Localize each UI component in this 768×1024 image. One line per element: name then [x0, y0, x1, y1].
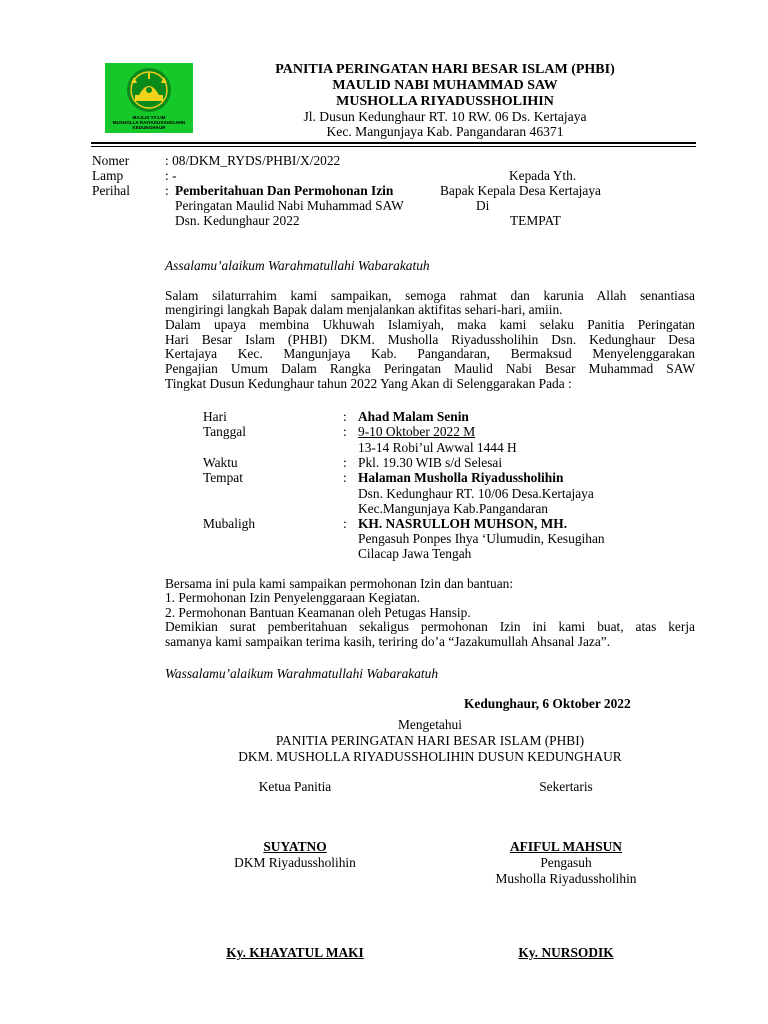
event-tempat-line3: Kec.Mangunjaya Kab.Pangandaran: [358, 501, 548, 516]
body-p2-line2: Hari Besar Islam (PHBI) DKM. Musholla Riyadussholihin Dsn. Kedunghaur Desa: [165, 332, 695, 347]
signature-right-role: Sekertaris: [539, 779, 593, 794]
header-line3: MUSHOLLA RIYADUSSHOLIHIN: [336, 94, 554, 109]
request-intro: Bersama ini pula kami sampaikan permohonan Izin dan bantuan:: [165, 576, 514, 591]
body-p2-line4: Pengajian Umum Dalam Rangka Peringatan Maulid Nabi Besar Muhammad SAW: [165, 361, 695, 376]
signature-right-title2: Musholla Riyadussholihin: [495, 871, 637, 886]
perihal-colon: :: [165, 183, 169, 198]
header-line1: PANITIA PERINGATAN HARI BESAR ISLAM (PHBI): [275, 62, 615, 77]
nomor-label: Nomer: [92, 153, 130, 168]
header-divider-thick: [91, 142, 696, 144]
event-tempat-line2: Dsn. Kedunghaur RT. 10/06 Desa.Kertajaya: [358, 486, 594, 501]
opening-greeting: Assalamu’alaikum Warahmatullahi Wabarakatuh: [165, 258, 430, 273]
signature-left-title: DKM Riyadussholihin: [234, 855, 356, 870]
body-p2-line1: Dalam upaya membina Ukhuwah Islamiyah, maka kami selaku Panitia Peringatan: [165, 317, 695, 332]
perihal-value: Pemberitahuan Dan Permohonan Izin: [175, 183, 394, 198]
request-item-1: 1. Permohonan Izin Penyelenggaraan Kegiatan.: [165, 590, 421, 605]
event-mubaligh-line2: Pengasuh Ponpes Ihya ‘Ulumudin, Kesugihan: [358, 531, 605, 546]
event-mubaligh-line3: Cilacap Jawa Tengah: [358, 546, 472, 561]
body-p1-line2: mengiringi langkah Bapak dalam menjalankan aktifitas sehari-hari, amiin.: [165, 302, 563, 317]
event-mubaligh-value: KH. NASRULLOH MUHSON, MH.: [358, 516, 568, 531]
event-tanggal-hijri: 13-14 Robi’ul Awwal 1444 H: [358, 440, 517, 455]
event-waktu-colon: :: [343, 455, 347, 470]
nomor-value: : 08/DKM_RYDS/PHBI/X/2022: [165, 153, 341, 168]
event-hari-colon: :: [343, 409, 347, 424]
event-hari-label: Hari: [203, 409, 227, 424]
signature-left-name: SUYATNO: [263, 839, 327, 854]
event-tanggal-label: Tanggal: [203, 424, 246, 439]
event-waktu-value: Pkl. 19.30 WIB s/d Selesai: [358, 455, 503, 470]
event-mubaligh-label: Mubaligh: [203, 516, 256, 531]
signature-right-name: AFIFUL MAHSUN: [510, 839, 622, 854]
signature-right-title1: Pengasuh: [540, 855, 592, 870]
event-tanggal-colon: :: [343, 424, 347, 439]
logo-text-line2: MUSHOLLA RAIYADUSSHOLIHIN: [112, 120, 186, 125]
header-line2: MAULID NABI MUHAMMAD SAW: [332, 78, 558, 93]
event-waktu-label: Waktu: [203, 455, 238, 470]
organization-logo: [105, 63, 193, 133]
closing-line2: samanya kami sampaikan terima kasih, teriring do’a “Jazakumullah Ahsanal Jaza”.: [165, 634, 611, 649]
logo-text-line3: KEDUNGHAUR: [132, 125, 166, 130]
event-tanggal-value: 9-10 Oktober 2022 M: [358, 424, 476, 439]
header-address2: Kec. Mangunjaya Kab. Pangandaran 46371: [326, 124, 564, 139]
header-divider-thin: [91, 146, 696, 147]
place-date: Kedunghaur, 6 Oktober 2022: [464, 696, 631, 711]
lamp-value: : -: [165, 168, 177, 183]
body-p1-line1: Salam silaturrahim kami sampaikan, semoga rahmat dan karunia Allah senantiasa: [165, 288, 695, 303]
lamp-label: Lamp: [92, 168, 124, 183]
recipient-line3: Di: [476, 198, 490, 213]
event-mubaligh-colon: :: [343, 516, 347, 531]
signature-bottom-left-name: Ky. KHAYATUL MAKI: [226, 945, 364, 960]
perihal-line3: Dsn. Kedunghaur 2022: [175, 213, 300, 228]
body-p2-line5: Tingkat Dusun Kedunghaur tahun 2022 Yang Akan di Selenggarakan Pada :: [165, 376, 572, 391]
recipient-line4: TEMPAT: [510, 213, 561, 228]
approval-line2: PANITIA PERINGATAN HARI BESAR ISLAM (PHBI): [275, 733, 585, 748]
closing-line1: Demikian surat pemberitahuan sekaligus permohonan Izin ini kami buat, atas kerja: [165, 619, 695, 634]
event-hari-value: Ahad Malam Senin: [358, 409, 469, 424]
header-address1: Jl. Dusun Kedunghaur RT. 10 RW. 06 Ds. Kertajaya: [303, 109, 587, 124]
event-tempat-value: Halaman Musholla Riyadussholihin: [358, 470, 564, 485]
event-tempat-label: Tempat: [203, 470, 243, 485]
approval-line3: DKM. MUSHOLLA RIYADUSSHOLIHIN DUSUN KEDUNGHAUR: [238, 749, 622, 764]
perihal-line2: Peringatan Maulid Nabi Muhammad SAW: [175, 198, 404, 213]
signature-left-role: Ketua Panitia: [258, 779, 332, 794]
recipient-line1: Kepada Yth.: [509, 168, 577, 183]
perihal-label: Perihal: [92, 183, 130, 198]
approval-line1: Mengetahui: [398, 717, 462, 732]
recipient-line2: Bapak Kepala Desa Kertajaya: [440, 183, 601, 198]
event-tempat-colon: :: [343, 470, 347, 485]
logo-text-line1: MAJLIS TA'LIM: [132, 115, 166, 120]
signature-bottom-right-name: Ky. NURSODIK: [518, 945, 614, 960]
request-item-2: 2. Permohonan Bantuan Keamanan oleh Petugas Hansip.: [165, 605, 471, 620]
body-p2-line3: Kertajaya Kec. Mangunjaya Kab. Pangandaran, Bermaksud Menyelenggarakan: [165, 346, 695, 361]
closing-salutation: Wassalamu’alaikum Warahmatullahi Wabarakatuh: [165, 666, 439, 681]
